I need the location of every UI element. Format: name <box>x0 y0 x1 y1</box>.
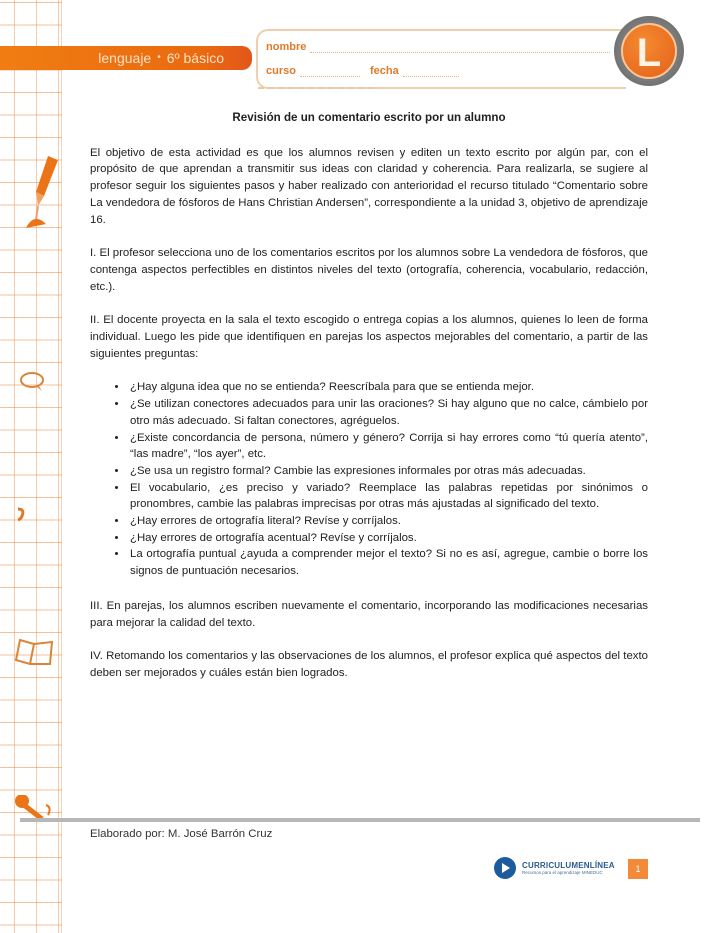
student-info-box <box>256 29 626 89</box>
step-2: II. El docente proyecta en la sala el texto escogido o entrega copias a los alumnos, quienes lo leen de forma individual. Luego les pide que identifiquen en parejas los aspectos mejorables del comentario, a partir de las siguientes preguntas: <box>90 314 648 360</box>
course-field[interactable] <box>266 65 360 77</box>
pencil-icon <box>18 150 62 240</box>
date-label: fecha <box>370 65 399 77</box>
list-item: • La ortografía puntual ¿ayuda a comprender mejor el texto? Si no es así, agregue, cambie o borre los signos de puntuación necesarios. <box>128 546 648 579</box>
separator: • <box>157 52 161 63</box>
list-item: • ¿Hay errores de ortografía acentual? Revíse y corríjalos. <box>128 530 648 547</box>
step-4: IV. Retomando los comentarios y las observaciones de los alumnos, el profesor explica qué aspectos del texto deben ser mejorados y cuáles están bien logrados. <box>90 650 648 679</box>
list-item: • ¿Hay alguna idea que no se entienda? Reescríbala para que se entienda mejor. <box>128 379 648 396</box>
language-badge-icon <box>614 16 684 86</box>
grade-label: 6º básico <box>166 50 224 66</box>
publisher-tagline: Recursos para el aprendizaje MINEDUC <box>522 870 603 875</box>
name-field[interactable] <box>266 41 610 53</box>
page-number: 1 <box>628 859 648 879</box>
speech-bubble-icon <box>18 370 48 392</box>
step-1: I. El profesor selecciona uno de los comentarios escritos por los alumnos sobre La vendedora de fósforos, que contenga aspectos perfectibles en distintos niveles del texto (ortografía, coherencia, vocabulario, redacción, etc.). <box>90 247 648 293</box>
graph-paper-margin <box>0 0 62 933</box>
subject-label: lenguaje <box>98 50 152 66</box>
comma-icon <box>15 506 27 522</box>
margin-edge <box>61 0 62 933</box>
play-circle-icon <box>494 857 516 879</box>
badge-letter: L <box>621 23 677 79</box>
list-item: • ¿Se utilizan conectores adecuados para unir las oraciones? Si hay alguno que no calce, cámbielo por otro más adecuado. Si faltan conectores, agréguelos. <box>128 396 648 429</box>
name-label: nombre <box>266 41 307 53</box>
list-item: • ¿Hay errores de ortografía literal? Revíse y corríjalos. <box>128 513 648 530</box>
document-body <box>90 110 648 699</box>
subject-banner <box>0 46 252 70</box>
course-label: curso <box>266 65 296 77</box>
step-3: III. En parejas, los alumnos escriben nuevamente el comentario, incorporando las modificaciones necesarias para mejorar la calidad del texto. <box>90 599 648 629</box>
date-field[interactable] <box>370 65 459 77</box>
page-title: Revisión de un comentario escrito por un alumno <box>232 111 506 124</box>
name-line[interactable] <box>310 44 610 53</box>
publisher-logo[interactable] <box>494 857 615 879</box>
list-item: • ¿Existe concordancia de persona, número y género? Corrija si hay errores como “tú quería atento”, “las madre”, “los ayer”, etc. <box>128 430 648 463</box>
list-item: • El vocabulario, ¿es preciso y variado? Reemplace las palabras repetidas por sinónimos o pronombres, cambie las palabras imprecisas por otras más ajustadas al significado del texto. <box>128 480 648 513</box>
date-line[interactable] <box>403 68 459 77</box>
course-line[interactable] <box>300 68 360 77</box>
list-item: • ¿Se usa un registro formal? Cambie las expresiones informales por otras más adecuadas. <box>128 463 648 480</box>
author-credit: Elaborado por: M. José Barrón Cruz <box>90 828 273 840</box>
review-questions-list <box>90 379 648 579</box>
open-book-icon <box>14 634 56 668</box>
intro-paragraph: El objetivo de esta actividad es que los alumnos revisen y editen un texto escrito por algún par, con el propósito de que aprendan a transmitir sus ideas con claridad y coherencia. Para realizarla, se sugiere al profesor seguir los siguientes pasos y haber realizado con anterioridad el recurso titulado “Comentario sobre La vendedora de fósforos de Hans Christian Andersen”, correspondiente a la unidad 3, objetivo de aprendizaje 16. <box>90 146 648 226</box>
publisher-name: CURRICULUMENLÍNEA <box>522 861 615 870</box>
footer-divider <box>20 818 700 822</box>
